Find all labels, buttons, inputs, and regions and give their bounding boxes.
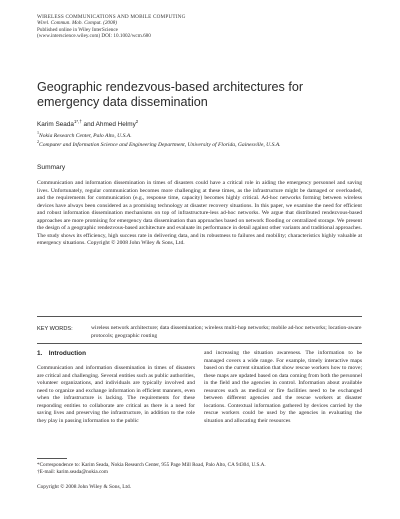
footnote: [37, 462, 362, 475]
journal-doi: (www.interscience.wiley.com) DOI: 10.1002/wcm.680: [37, 33, 151, 40]
keywords-text: wireless network architecture; data dissemination; wireless multi-hop networks; mobile ad-hoc networks; location-aware protocols; geographic routing: [91, 325, 362, 339]
keywords-top-rule: [37, 316, 362, 317]
author-1: Karim Seada: [37, 121, 74, 129]
affiliation-1-num: 1: [37, 130, 39, 135]
journal-series: WIRELESS COMMUNICATIONS AND MOBILE COMPUTING: [37, 14, 186, 20]
journal-header: [37, 14, 186, 40]
paper-title-line1: Geographic rendezvous-based architectures for: [37, 80, 304, 94]
journal-citation: Wirel. Commun. Mob. Comput. (2008): [37, 20, 117, 27]
paper-title-line2: emergency data dissemination: [37, 95, 208, 109]
intro-right-column: and increasing the situation awareness. The information to be managed covers a wide range. For example, timely interactive maps based on the current situation that show rescue workers how to move; these maps are updated based on data coming from both the personnel in the field and the agencies in control. Information about available resources such as medical or fire facilities need to be exchanged between different agencies and the rescue workers at disaster locations. Contextual information gathered by devices carried by the rescue workers could be used by the agencies in evaluating the situation and allocating their resources: [204, 350, 362, 424]
affiliation-2-num: 2: [37, 139, 39, 144]
affiliation-2-text: Computer and Information Science and Engineering Department, University of Florida, Gainesville, U.S.A.: [39, 141, 281, 148]
email-note: †E-mail: karim.seada@nokia.com: [37, 468, 108, 475]
author-line: [37, 119, 138, 128]
keywords-label: KEY WORDS:: [37, 326, 73, 332]
intro-left-column: Communication and information dissemination in times of disasters are critical and challenging. Several entities such as public authorities, volunteer organizations, and individuals are typically involved and need to organize and exchange information in efficient manners, even when the infrastructure is lacking. The requirements for these responding entities to collaborate are critical as there is a need for saving lives and preserving the infrastructure, in addition to the role they play in passing information to the public: [37, 365, 195, 424]
affiliation-1: [37, 130, 132, 139]
author-1-marks: 1*,†: [73, 119, 82, 124]
summary-heading: Summary: [37, 164, 66, 171]
affiliation-1-text: Nokia Research Center, Palo Alto, U.S.A.: [39, 132, 132, 139]
page-copyright: Copyright © 2008 John Wiley & Sons, Ltd.: [37, 484, 132, 490]
introduction-heading: 1. Introduction: [37, 350, 86, 357]
abstract-text: Communication and information dissemination in times of disasters could have a critical role in aiding the emergency personnel and saving lives. Unfortunately, regular communication becomes more challenging at these times, as the infrastructure might be damaged or overloaded, and the requirements for communication (e.g., response time, capacity) becomes highly critical. Ad-hoc networks forming between wireless devices have always been considered as a promising technology at disaster recovery situations. In this paper, we examine the need for efficient and robust information dissemination mechanisms on top of infrastructure-less ad-hoc networks. We argue that distributed rendezvous-based approaches are more promising for emergency data dissemination than approaches based on network flooding or centralized storage. We present the design of a geographic rendezvous-based architecture and evaluate its performance in detail against other variants and traditional approaches. The study shows its efficiency, high success rate in delivering data, and its robustness to failures and mobility; characteristics highly valuable at emergency situations. Copyright © 2008 John Wiley & Sons, Ltd.: [37, 180, 362, 247]
journal-published: Published online in Wiley InterScience: [37, 26, 118, 33]
author-2-marks: 2: [135, 119, 139, 124]
correspondence-note: *Correspondence to: Karim Seada, Nokia Research Center, 955 Page Mill Road, Palo Alto, CA 94304, U.S.A.: [37, 462, 266, 468]
affiliation-2: [37, 139, 281, 148]
author-connector: and Ahmed Helmy: [81, 121, 136, 129]
footnote-rule: [37, 458, 67, 459]
paper-title: [37, 80, 367, 110]
keywords-bottom-rule: [37, 343, 362, 344]
